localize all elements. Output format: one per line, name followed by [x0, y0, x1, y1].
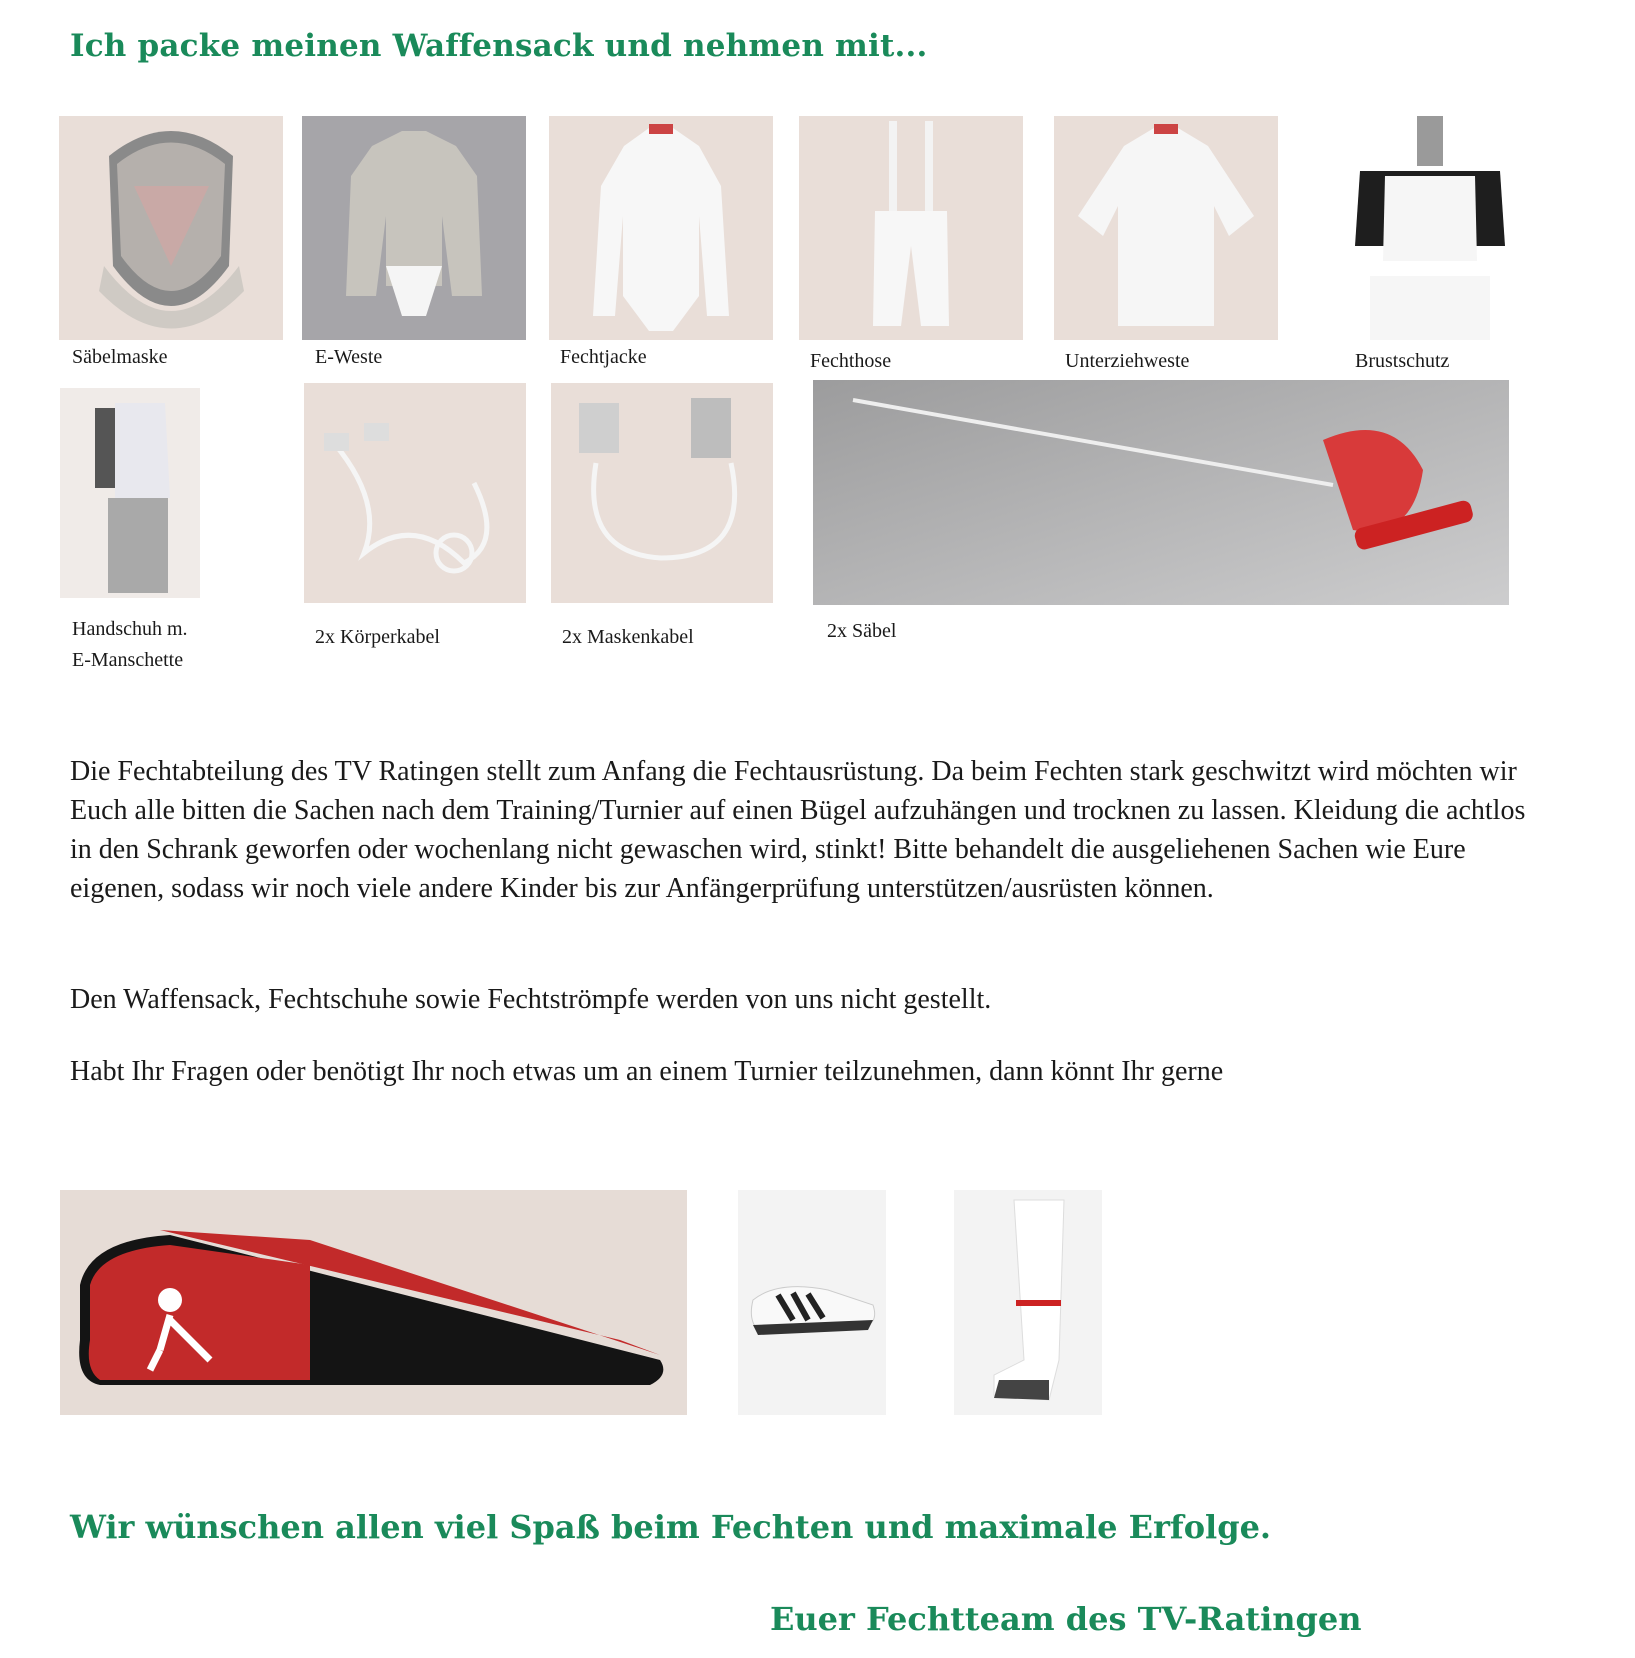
fencing-socks-image	[954, 1190, 1102, 1415]
body-cable-image	[304, 383, 526, 603]
chest-protector-image	[1345, 116, 1515, 340]
caption-pants: Fechthose	[810, 350, 892, 372]
paragraph-questions: Habt Ihr Fragen oder benötigt Ihr noch etwas um an einem Turnier teilzunehmen, dann könnt Ihr gerne	[70, 1056, 1224, 1087]
caption-sabre: 2x Säbel	[827, 620, 897, 642]
fencing-shoe-image	[738, 1190, 886, 1415]
sabre-mask-image	[59, 116, 283, 340]
fencing-jacket-image	[549, 116, 773, 340]
caption-mask-cable: 2x Maskenkabel	[562, 626, 694, 648]
e-vest-image	[302, 116, 526, 340]
caption-e-vest: E-Weste	[315, 346, 383, 368]
caption-undervest: Unterziehweste	[1065, 350, 1190, 372]
mask-cable-image	[551, 383, 773, 603]
caption-mask: Säbelmaske	[72, 346, 168, 368]
undervest-image	[1054, 116, 1278, 340]
fencing-pants-image	[799, 116, 1023, 340]
signature: Euer Fechtteam des TV-Ratingen	[770, 1600, 1362, 1638]
page-heading: Ich packe meinen Waffensack und nehmen mit...	[70, 28, 928, 64]
glove-image	[60, 388, 200, 598]
caption-glove-line1: Handschuh m.	[72, 618, 188, 640]
closing-wish: Wir wünschen allen viel Spaß beim Fechten und maximale Erfolge.	[70, 1508, 1272, 1546]
paragraph-not-provided: Den Waffensack, Fechtschuhe sowie Fechtströmpfe werden von uns nicht gestellt.	[70, 984, 992, 1015]
caption-glove-line2: E-Manschette	[72, 649, 184, 671]
caption-jacket: Fechtjacke	[560, 346, 647, 368]
sabre-image	[813, 380, 1509, 605]
caption-body-cable: 2x Körperkabel	[315, 626, 440, 648]
paragraph-intro: Die Fechtabteilung des TV Ratingen stellt zum Anfang die Fechtausrüstung. Da beim Fechten stark geschwitzt wird möchten wir Euch alle bitten die Sachen nach dem Training/Turnier auf einen Bügel aufzuhängen und trocknen zu lassen. Kleidung die achtlos in den Schrank geworfen oder wochenlang nicht gewaschen wird, stinkt! Bitte behandelt die ausgeliehenen Sachen wie Eure eigenen, sodass wir noch viele andere Kinder bis zur Anfängerprüfung unterstützen/ausrüsten können.	[70, 756, 1526, 904]
weapon-bag-image	[60, 1190, 687, 1415]
caption-chest: Brustschutz	[1355, 350, 1450, 372]
